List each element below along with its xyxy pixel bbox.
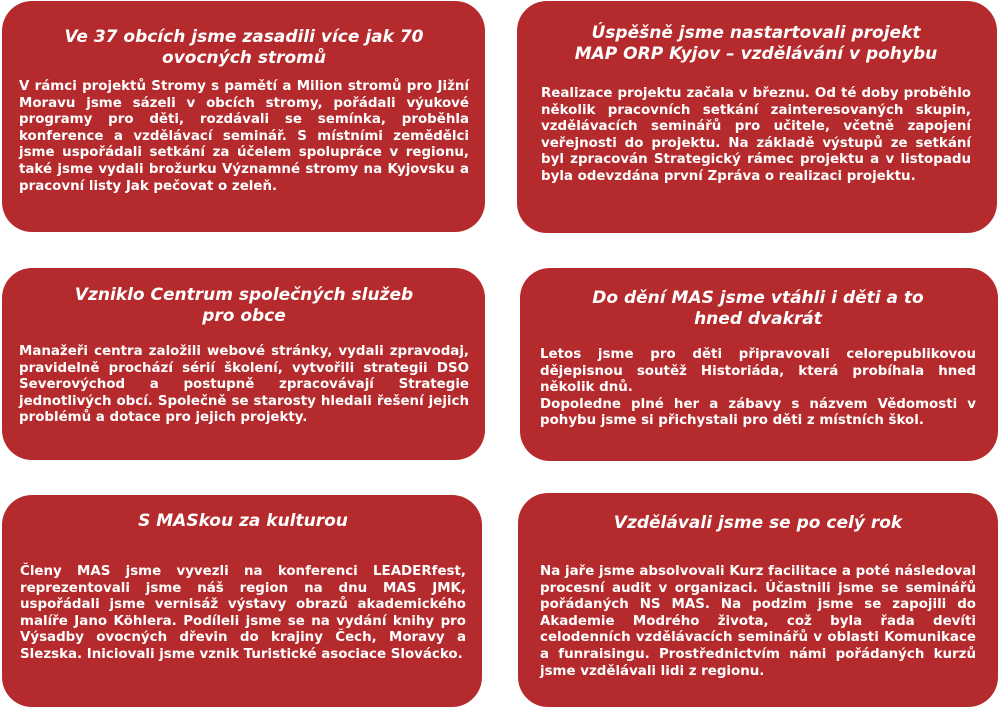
card-paragraph: Na jaře jsme absolvovali Kurz facilitace a poté následoval procesní audit v organizaci. Účastnili jsme se seminářů pořádaných NS MAS. Na podzim jsme se zapojili do Akademie Modrého života, což byla řada devíti celodenních vzdělávacích seminářů v oblasti Komunikace a funraisingu. Prostřednictvím námi pořádaných kurzů jsme vzdělávali lidi z regionu.: [540, 564, 976, 679]
card-title: [19, 27, 469, 69]
card-map-project: [517, 1, 997, 233]
card-paragraph: V rámci projektů Stromy s pamětí a Milion stromů pro Jižní Moravu jsme sázeli v obcích stromy, pořádali výukové programy pro děti, rozdávali se semínka, proběhla konference a vzdělávací seminář. S místními zemědělci jsme uspořádali setkání za účelem spolupráce v regionu, také jsme vydali brožurku Významné stromy na Kyjovsku a pracovní listy Jak pečovat o zeleň.: [19, 79, 469, 194]
card-tree-planting: [2, 1, 485, 232]
card-service-center: [2, 268, 485, 460]
card-education: [518, 493, 998, 707]
card-title-line1: Vzniklo Centrum společných služeb: [74, 285, 414, 305]
card-paragraph: Manažeři centra založili webové stránky, vydali zpravodaj, pravidelně prochází sérií školení, vytvořili strategii DSO Severovýchod a postupně zpracovávají Strategie jednotlivých obcí. Společně se starosty hledali řešení jejich problémů a dotace pro jejich projekty.: [19, 344, 469, 426]
card-title-line1: S MASkou za kulturou: [138, 511, 348, 531]
card-paragraph: Členy MAS jsme vyvezli na konferenci LEADERfest, reprezentovali jsme náš region na dnu MAS JMK, uspořádali jsme vernisáž výstavy obrazů akademického malíře Jano Köhlera. Podíleli jsme se na vydání knihy pro Výsadby ovocných dřevin do krajiny Čech, Moravy a Slezska. Iniciovali jsme vznik Turistické asociace Slovácko.: [20, 564, 466, 662]
card-title-line2: pro obce: [202, 306, 286, 326]
card-title: [540, 288, 976, 330]
card-paragraph: Realizace projektu začala v březnu. Od té doby proběhlo několik pracovních setkání zainteresovaných skupin, vzdělávacích seminářů pro učitele, včetně zapojení veřejnosti do projektu. Na základě výstupů ze setkání byl zpracován Strategický rámec projektu a v listopadu byla odevzdána první Zpráva o realizaci projektu.: [541, 86, 971, 184]
card-culture: [2, 495, 482, 707]
card-paragraph: Letos jsme pro děti připravovali celorepublikovou dějepisnou soutěž Historiáda, která probíhala hned několik dnů.: [540, 347, 976, 396]
card-body: [19, 79, 469, 195]
card-title: [20, 511, 466, 532]
card-title: [541, 23, 971, 65]
card-title-line2: MAP ORP Kyjov – vzdělávání v pohybu: [574, 44, 938, 64]
card-children-events: [520, 268, 998, 461]
card-title-line2: ovocných stromů: [162, 48, 326, 68]
card-body: [19, 344, 469, 427]
card-title-line2: hned dvakrát: [694, 309, 822, 329]
card-title-line1: Do dění MAS jsme vtáhli i děti a to: [592, 288, 924, 308]
card-title-line1: Vzdělávali jsme se po celý rok: [613, 513, 903, 533]
card-title-line1: Ve 37 obcích jsme zasadili více jak 70: [64, 27, 424, 47]
card-title-line1: Úspěšně jsme nastartovali projekt: [591, 23, 921, 43]
card-title: [19, 285, 469, 327]
card-body: [20, 564, 466, 664]
card-body: [540, 347, 976, 430]
card-title: [540, 513, 976, 534]
card-paragraph: Dopoledne plné her a zábavy s názvem Vědomosti v pohybu jsme si přichystali pro děti z místních škol.: [540, 396, 976, 429]
card-body: [541, 86, 971, 186]
card-body: [540, 564, 976, 680]
